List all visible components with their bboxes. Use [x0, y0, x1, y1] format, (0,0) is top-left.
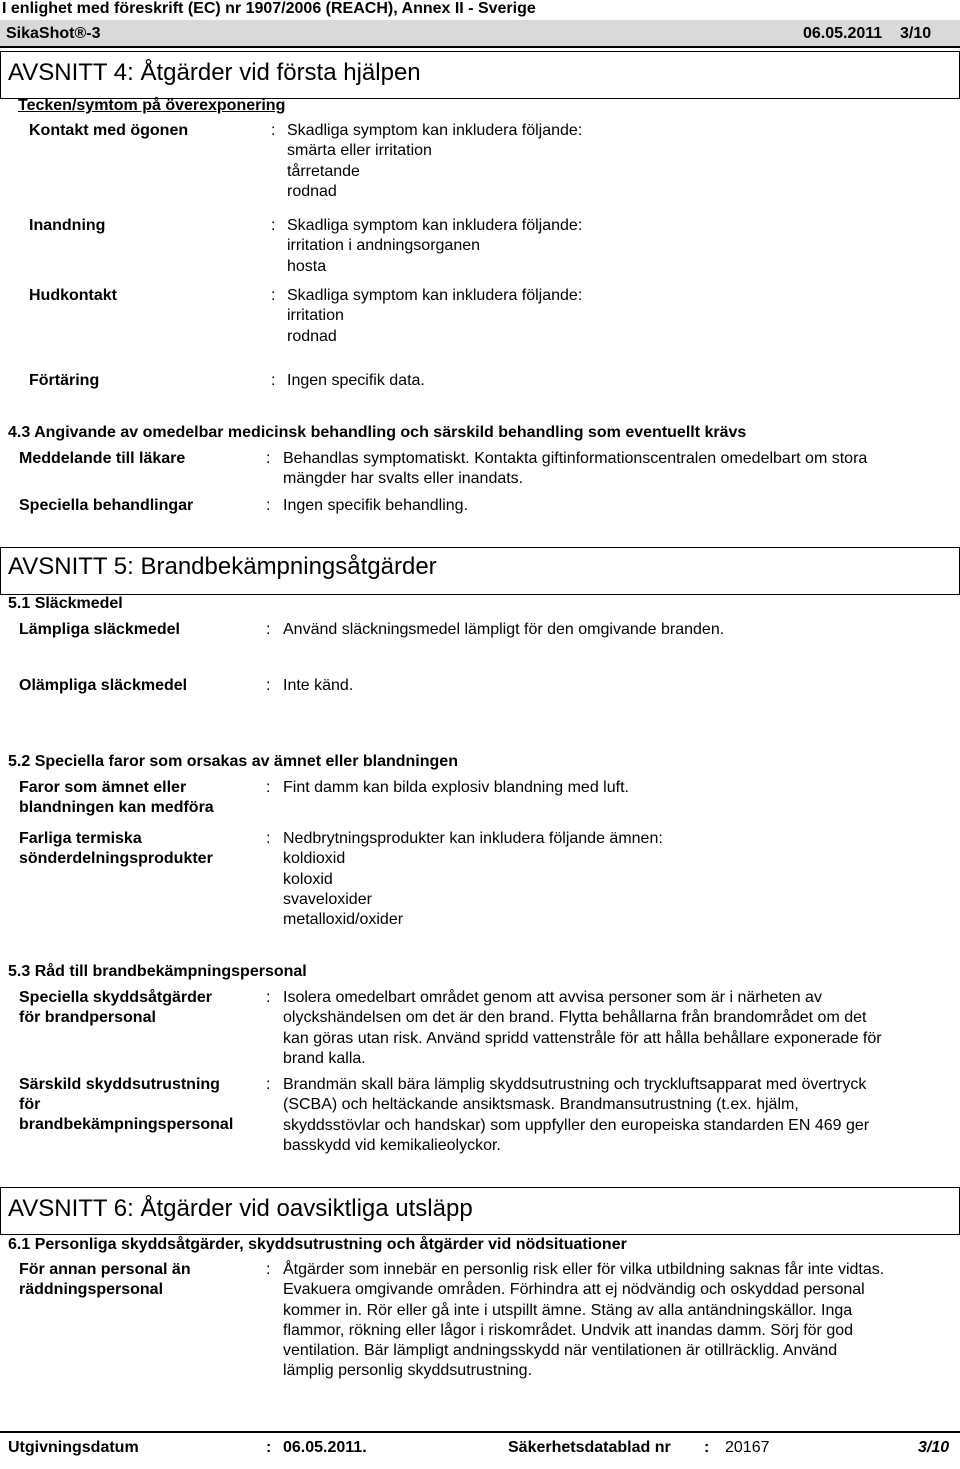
row-value: Skadliga symptom kan inkludera följande: irritation i andningsorganen hosta: [287, 217, 583, 275]
footer-colon: :: [266, 1439, 272, 1456]
row-label: Speciella behandlingar: [19, 497, 194, 514]
colon: :: [266, 989, 271, 1006]
row-label: Hudkontakt: [29, 287, 117, 304]
footer-sheet-label: Säkerhetsdatablad nr: [508, 1439, 671, 1456]
row-value: Inte känd.: [283, 677, 354, 694]
row-value: Använd släckningsmedel lämpligt för den omgivande branden.: [283, 621, 725, 638]
subsection-5-1-heading: 5.1 Släckmedel: [8, 595, 123, 612]
footer-colon: :: [704, 1439, 710, 1456]
row-label: Meddelande till läkare: [19, 450, 186, 467]
colon: :: [266, 779, 271, 796]
header-date: 06.05.2011: [803, 25, 883, 42]
colon: :: [266, 1261, 271, 1278]
row-label: Förtäring: [29, 372, 100, 389]
section-4-title: AVSNITT 4: Åtgärder vid första hjälpen: [8, 59, 421, 86]
row-label: Speciella skyddsåtgärder för brandpersonal: [19, 989, 212, 1026]
row-label: Lämpliga släckmedel: [19, 621, 180, 638]
footer-issue-date: 06.05.2011.: [283, 1439, 367, 1456]
colon: :: [266, 497, 271, 514]
row-value: Ingen specifik data.: [287, 372, 425, 389]
section-6-title: AVSNITT 6: Åtgärder vid oavsiktliga utsläpp: [8, 1195, 473, 1222]
row-label: Farliga termiska sönderdelningsprodukter: [19, 830, 213, 867]
row-label: För annan personal än räddningspersonal: [19, 1261, 191, 1298]
colon: :: [266, 621, 271, 638]
section-5-title: AVSNITT 5: Brandbekämpningsåtgärder: [8, 553, 437, 580]
row-label: Olämpliga släckmedel: [19, 677, 188, 694]
subsection-6-1-heading: 6.1 Personliga skyddsåtgärder, skyddsutrustning och åtgärder vid nödsituationer: [8, 1236, 627, 1253]
colon: :: [271, 217, 276, 234]
footer-sheet-number: 20167: [725, 1439, 770, 1456]
row-label: Inandning: [29, 217, 106, 234]
colon: :: [271, 122, 276, 139]
colon: :: [266, 677, 271, 694]
colon: :: [271, 287, 276, 304]
symptoms-heading: Tecken/symtom på överexponering: [18, 97, 286, 114]
footer-issue-label: Utgivningsdatum: [8, 1439, 139, 1456]
regulation-header: I enlighet med föreskrift (EC) nr 1907/2006 (REACH), Annex II - Sverige: [2, 0, 536, 17]
row-value: Fint damm kan bilda explosiv blandning med luft.: [283, 779, 629, 796]
colon: :: [266, 830, 271, 847]
footer-rule: [0, 1431, 960, 1433]
header-page: 3/10: [900, 25, 932, 42]
row-label: Kontakt med ögonen: [29, 122, 189, 139]
row-label: Faror som ämnet eller blandningen kan medföra: [19, 779, 214, 816]
colon: :: [266, 450, 271, 467]
row-value: Ingen specifik behandling.: [283, 497, 469, 514]
row-value: Brandmän skall bära lämplig skyddsutrustning och tryckluftsapparat med övertryck (SCBA) och heltäckande ansiktsmask. Brandmansutrustning (t.ex. hjälm, skyddsstövlar och handskar) som uppfyller den europeiska standarden EN 469 ger basskydd vid kemikalieolyckor.: [283, 1076, 870, 1154]
colon: :: [271, 372, 276, 389]
row-value: Åtgärder som innebär en personlig risk eller för vilka utbildning saknas får inte vidtas. Evakuera omgivande områden. Förhindra att ej nödvändig och oskyddad personal kommer in. Rör eller gå inte i utspillt ämne. Stäng av alla antändningskällor. Inga flammor, rökning eller lågor i riskområdet. Undvik att inandas damm. Sörj för god ventilation. Bär lämpligt andningsskydd när ventilationen är otillräcklig. Använd lämplig personlig skyddsutrustning.: [283, 1261, 885, 1380]
footer-page: 3/10: [918, 1439, 950, 1456]
row-label: Särskild skyddsutrustning för brandbekämpningspersonal: [19, 1076, 234, 1133]
subsection-5-2-heading: 5.2 Speciella faror som orsakas av ämnet eller blandningen: [8, 753, 458, 770]
subsection-5-3-heading: 5.3 Råd till brandbekämpningspersonal: [8, 963, 307, 980]
row-value: Nedbrytningsprodukter kan inkludera följande ämnen: koldioxid koloxid svaveloxider metalloxid/oxider: [283, 830, 663, 929]
row-value: Isolera omedelbart området genom att avvisa personer som är i närheten av olyckshändelsen om det är den brand. Flytta behållarna från brandområdet om det kan göras utan risk. Använd spridd vattenstråle för att hålla behållare exponerade för brand kalla.: [283, 989, 882, 1067]
row-value: Behandlas symptomatiskt. Kontakta giftinformationscentralen omedelbart om stora mängder har svalts eller inandats.: [283, 450, 868, 488]
row-value: Skadliga symptom kan inkludera följande: smärta eller irritation tårretande rodnad: [287, 122, 583, 200]
subsection-4-3-heading: 4.3 Angivande av omedelbar medicinsk behandling och särskild behandling som eventuellt krävs: [8, 424, 747, 441]
product-name: SikaShot®-3: [6, 25, 101, 42]
colon: :: [266, 1076, 271, 1093]
row-value: Skadliga symptom kan inkludera följande: irritation rodnad: [287, 287, 583, 345]
